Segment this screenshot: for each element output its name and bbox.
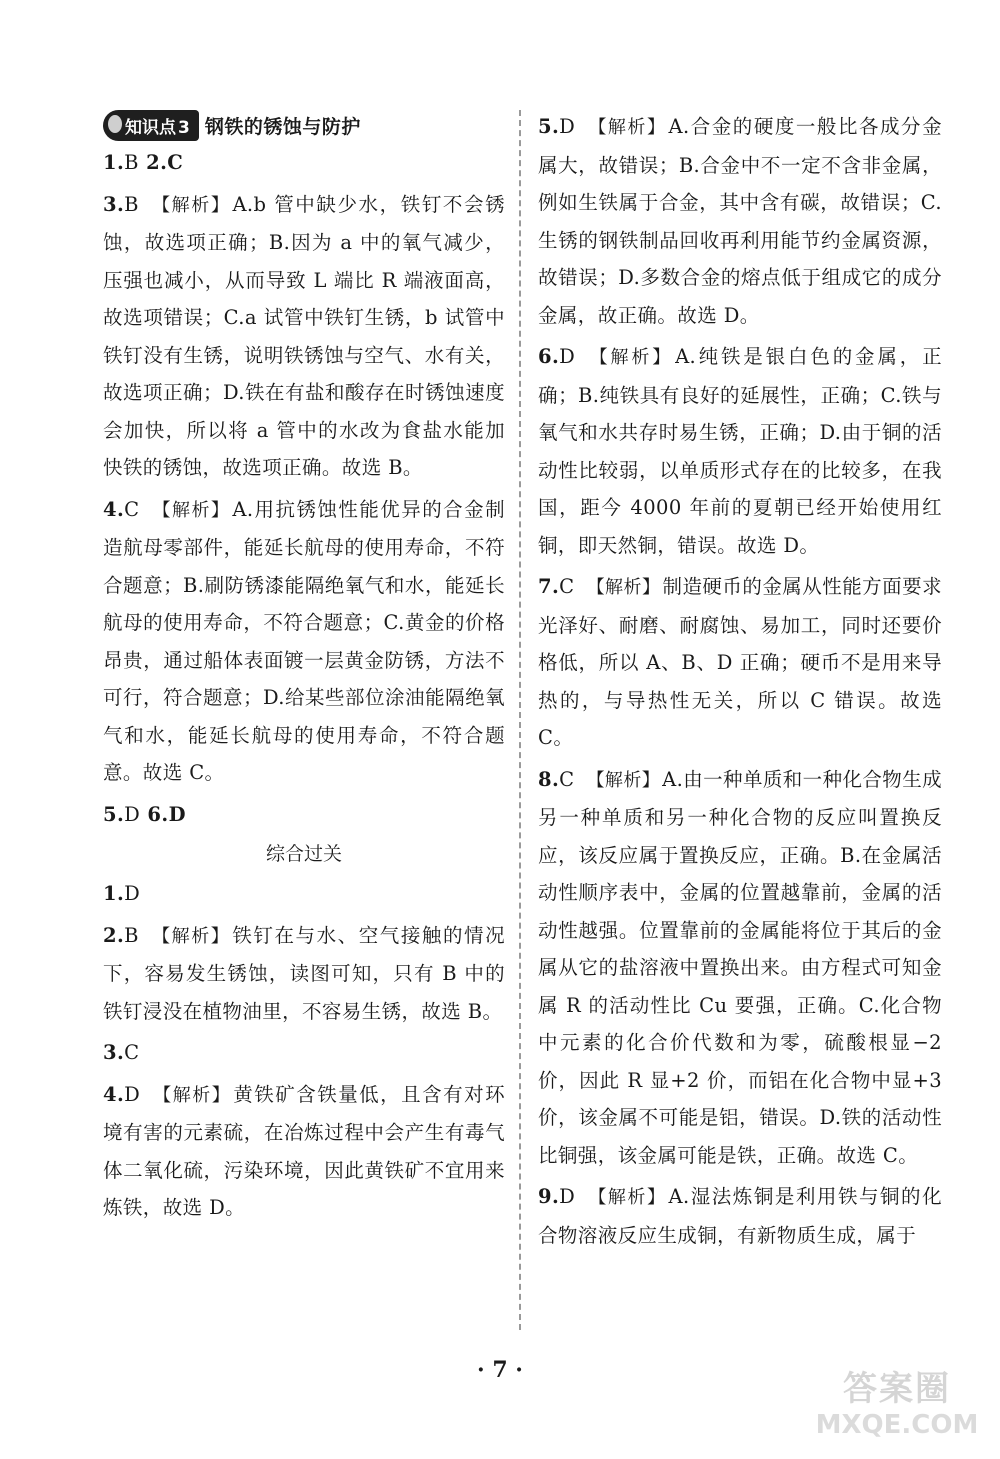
item-number: 5. — [538, 115, 560, 138]
item-answer: B — [124, 151, 139, 174]
section-header — [103, 108, 505, 142]
answer-item — [103, 186, 505, 487]
analysis-text: 制造硬币的金属从性能方面要求光泽好、耐磨、耐腐蚀、易加工，同时还要价格低，所以 A、B、D 正确；硬币不是用来导热的，与导热性无关，所以 C 错误。故选 C。 — [538, 575, 942, 749]
page-number: · 7 · — [477, 1357, 523, 1383]
item-number: 3. — [103, 1041, 125, 1064]
analysis-tag: 【解析】 — [587, 1187, 667, 1208]
subsection-title: 综合过关 — [265, 843, 342, 865]
item-answer: D — [559, 1185, 576, 1208]
analysis-text: A.合金的硬度一般比各成分金属大，故错误；B.合金中不一定不含非金属，例如生铁属于合金，其中含有碳，故错误；C.生锈的钢铁制品回收再利用能节约金属资源，故错误；D.多数合金的熔点低于组成它的成分金属，故正确。故选 D。 — [538, 115, 942, 327]
item-answer: D — [124, 882, 141, 905]
answer-item — [103, 875, 505, 913]
analysis-text: 黄铁矿含铁量低，且含有对环境有害的元素硫，在冶炼过程中会产生有毒气体二氧化硫，污染环境，因此黄铁矿不宜用来炼铁，故选 D。 — [103, 1082, 506, 1219]
analysis-text: A.b 管中缺少水，铁钉不会锈蚀，故选项正确；B.因为 a 中的氧气减少，压强也减小，从而导致 L 端比 R 端液面高，故选项错误；C.a 试管中铁钉生锈，b 试管中铁钉没有生锈，说明铁锈蚀与空气、水有关，故选项正确；D.铁在有盐和酸存在时锈蚀速度会加快，所以将 a 管中的水改为食盐水能加快铁的锈蚀，故选项正确。故选 B。 — [103, 192, 505, 479]
item-answer: D — [559, 115, 576, 138]
answer-item — [538, 108, 942, 334]
analysis-text: 铁钉在与水、空气接触的情况下，容易发生锈蚀，读图可知，只有 B 中的铁钉浸没在植物油里，不容易生锈，故选 B。 — [103, 923, 505, 1023]
item-number: 2. — [103, 923, 125, 947]
item-number: 4. — [103, 1082, 125, 1106]
item-number: 4. — [103, 497, 125, 521]
analysis-tag: 【解析】 — [587, 117, 667, 138]
item-answer: D — [124, 802, 141, 826]
analysis-tag: 【解析】 — [586, 577, 661, 598]
item-number: 5. — [103, 802, 125, 826]
item-answer: D — [559, 345, 576, 368]
analysis-tag: 【解析】 — [151, 499, 231, 521]
watermark-line1: 答案圈 — [843, 1369, 951, 1409]
item-answer: C — [559, 575, 575, 598]
answer-item — [103, 796, 505, 834]
answer-item — [103, 144, 505, 182]
answer-item — [103, 1076, 505, 1227]
item-number: 6. — [538, 345, 560, 368]
item-extra: 2.C — [138, 151, 184, 174]
section-title: 钢铁的锈蚀与防护 — [204, 115, 361, 138]
item-number: 1. — [103, 151, 125, 174]
item-answer: C — [559, 767, 575, 791]
answer-item — [538, 568, 942, 757]
item-number: 1. — [103, 882, 125, 905]
right-column — [538, 108, 942, 1254]
analysis-text: A.用抗锈蚀性能优异的合金制造航母零部件，能延长航母的使用寿命，不符合题意；B.刷防锈漆能隔绝氧气和水，能延长航母的使用寿命，不符合题意；C.黄金的价格昂贵，通过船体表面镀一层黄金防锈，方法不可行，符合题意；D.给某些部位涂油能隔绝氧气和水，能延长航母的使用寿命，不符合题意。故选 C。 — [103, 497, 505, 784]
analysis-tag: 【解析】 — [150, 925, 231, 947]
analysis-tag: 【解析】 — [587, 347, 674, 368]
badge-label: 知识点 — [125, 117, 176, 138]
answer-item — [538, 1178, 942, 1254]
item-answer: D — [124, 1082, 141, 1106]
item-number: 8. — [538, 767, 560, 791]
watermark-logo — [812, 1361, 982, 1441]
answer-item — [103, 491, 505, 792]
item-answer: B — [124, 923, 139, 947]
analysis-text: A.由一种单质和一种化合物生成另一种单质和另一种化合物的反应叫置换反应，该反应属于置换反应，正确。B.在金属活动性顺序表中，金属的位置越靠前，金属的活动性越强。位置靠前的金属能将位于其后的金属从它的盐溶液中置换出来。由方程式可知金属 R 的活动性比 Cu 要强，正确。C.化合物中元素的化合价代数和为零，硫酸根显−2 价，因此 R 显+2 价，而铝在化合物中显+3 价，该金属不可能是铝，错误。D.铁的活动性比铜强，该金属可能是铁，正确。故选 C。 — [538, 767, 943, 1167]
analysis-tag: 【解析】 — [586, 769, 661, 791]
item-answer: C — [124, 497, 140, 521]
item-answer: B — [124, 192, 139, 216]
analysis-text: A.纯铁是银白色的金属，正确；B.纯铁具有良好的延展性，正确；C.铁与氧气和水共存时易生锈，正确；D.由于铜的活动性比较弱，以单质形式存在的比较多，在我国，距今 4000 年前的夏朝已经开始使用红铜，即天然铜，错误。故选 D。 — [538, 345, 943, 557]
answer-item — [538, 761, 942, 1175]
item-number: 9. — [538, 1185, 560, 1208]
knowledge-point-badge — [103, 110, 199, 141]
left-column — [103, 108, 505, 1227]
item-extra: 6.D — [140, 802, 186, 826]
analysis-tag: 【解析】 — [152, 1084, 232, 1106]
item-number: 3. — [103, 192, 125, 216]
answer-item — [103, 1034, 505, 1072]
answer-item — [538, 338, 942, 564]
watermark-line2: MXQE.COM — [815, 1410, 979, 1440]
analysis-text: A.湿法炼铜是利用铁与铜的化合物溶液反应生成铜，有新物质生成，属于 — [538, 1185, 942, 1247]
item-number: 7. — [538, 575, 560, 598]
column-divider — [519, 110, 521, 1330]
badge-number: 3 — [178, 117, 190, 138]
answer-item — [103, 917, 505, 1031]
analysis-tag: 【解析】 — [150, 194, 231, 216]
moon-icon — [108, 115, 122, 133]
item-answer: C — [124, 1041, 140, 1064]
